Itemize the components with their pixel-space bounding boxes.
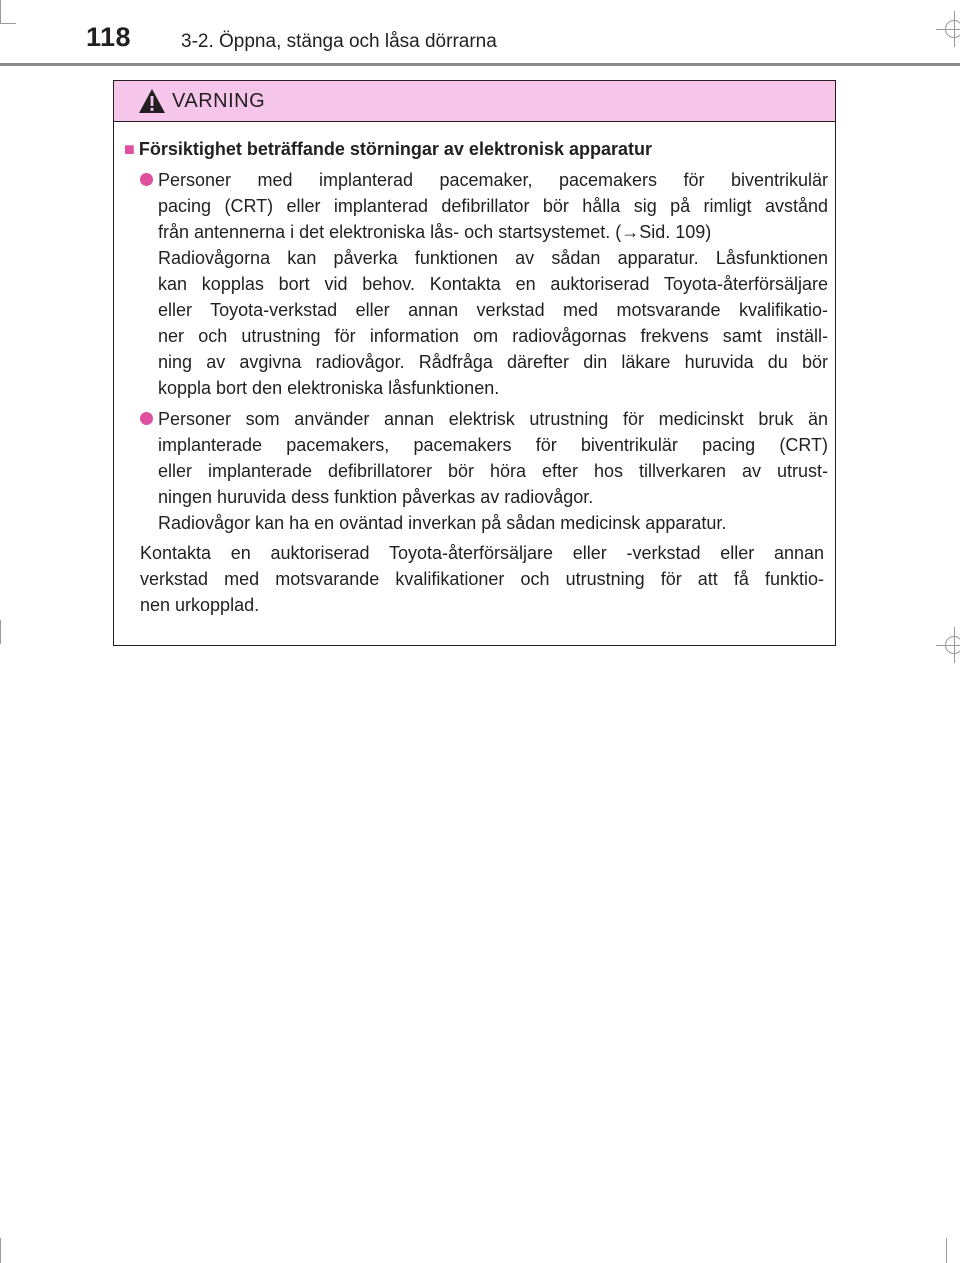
round-bullet-icon <box>140 412 153 425</box>
text-line: koppla bort den elektroniska låsfunktionen. <box>158 378 500 398</box>
text-line: ningen huruvida dess funktion påverkas av radiovågor. <box>158 487 594 507</box>
round-bullet-icon <box>140 173 153 186</box>
crop-mark <box>0 1238 1 1263</box>
text-line: Personer med implanterad pacemaker, pacemakers för biventrikulär <box>158 170 828 190</box>
text-line: Kontakta en auktoriserad Toyota-återförsäljare eller -verkstad eller annan <box>140 543 824 563</box>
text-line: från antennerna i det elektroniska lås- och startsystemet. (→Sid. 109) <box>158 222 712 242</box>
text-line: Radiovågor kan ha en oväntad inverkan på sådan medicinsk apparatur. <box>158 513 727 533</box>
text-line: pacing (CRT) eller implanterad defibrillator bör hålla sig på rimligt avstånd <box>158 196 828 216</box>
page-number: 118 <box>86 22 132 52</box>
warning-heading-text: Försiktighet beträffande störningar av elektronisk apparatur <box>138 139 652 159</box>
text-line: nen urkopplad. <box>140 595 260 615</box>
warning-box <box>113 80 836 646</box>
text-line: kan kopplas bort vid behov. Kontakta en auktoriserad Toyota-återförsäljare <box>158 274 828 294</box>
list-item <box>158 167 828 401</box>
text-line: Personer som använder annan elektrisk utrustning för medicinskt bruk än <box>158 409 828 429</box>
warning-triangle-icon <box>138 88 166 114</box>
warning-label: VARNING <box>172 90 266 112</box>
crop-mark <box>0 620 1 644</box>
registration-mark <box>945 20 960 38</box>
crop-mark <box>0 0 1 24</box>
text-line: eller Toyota-verkstad eller annan verkstad med motsvarande kvalifikatio- <box>158 300 828 320</box>
crop-mark <box>0 23 16 24</box>
crop-mark <box>946 1238 947 1263</box>
warning-header <box>114 81 835 122</box>
text-line: implanterade pacemakers, pacemakers för biventrikulär pacing (CRT) <box>158 435 828 455</box>
warning-heading <box>124 139 652 160</box>
list-item <box>158 406 828 536</box>
closing-paragraph <box>140 540 824 618</box>
section-title: 3-2. Öppna, stänga och låsa dörrarna <box>181 31 497 52</box>
text-line: eller implanterade defibrillatorer bör höra efter hos tillverkaren av utrust- <box>158 461 828 481</box>
registration-mark <box>945 636 960 654</box>
text-line: verkstad med motsvarande kvalifikationer och utrustning för att få funktio- <box>140 569 824 589</box>
square-bullet-icon: ■ <box>124 139 135 159</box>
text-line: ner och utrustning för information om radiovågornas frekvens samt inställ- <box>158 326 828 346</box>
header-divider <box>0 63 960 66</box>
text-line: ning av avgivna radiovågor. Rådfråga därefter din läkare huruvida du bör <box>158 352 828 372</box>
text-line: Radiovågorna kan påverka funktionen av sådan apparatur. Låsfunktionen <box>158 248 828 268</box>
